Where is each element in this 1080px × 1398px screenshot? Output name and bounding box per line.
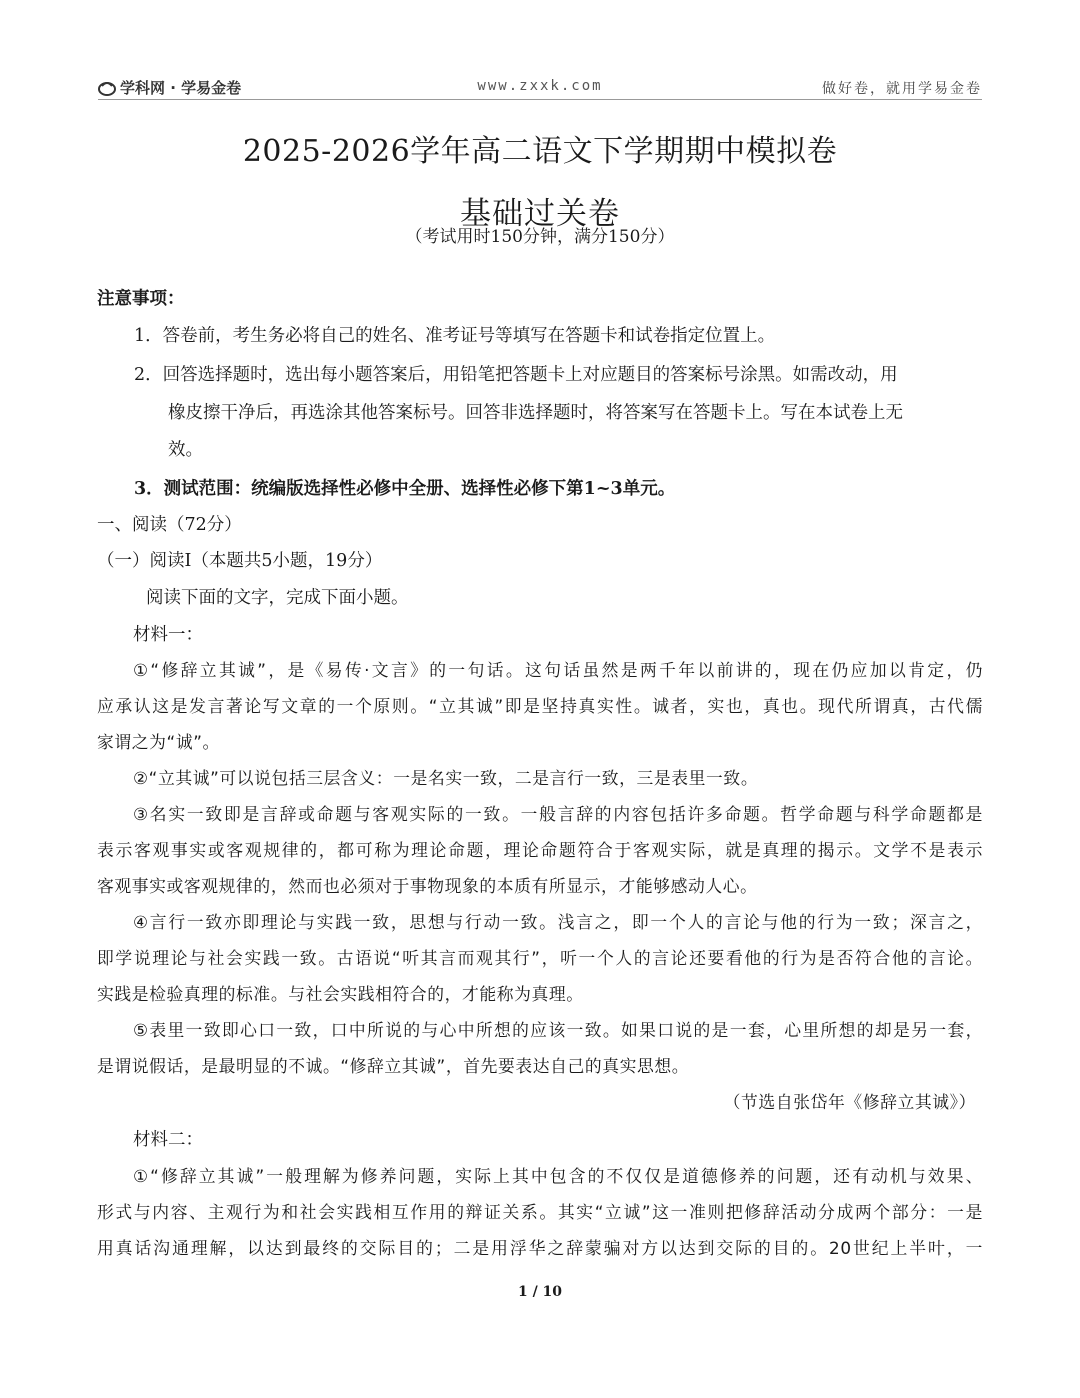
material-1-paragraph-4-line-3: 实践是检验真理的标准。与社会实践相符合的，才能称为真理。 — [97, 984, 584, 1004]
header-divider — [98, 99, 982, 100]
header-slogan: 做好卷，就用学易金卷 — [822, 81, 982, 97]
material-2-paragraph-1-line-3: 用真话沟通理解，以达到最终的交际目的；二是用浮华之辞蒙骗对方以达到交际的目的。20世纪上半叶，一 — [97, 1238, 983, 1258]
header-site-url: www.zxxk.com — [477, 78, 603, 94]
notice-item-1: 1．答卷前，考生务必将自己的姓名、准考证号等填写在答题卡和试卷指定位置上。 — [134, 326, 776, 346]
material-1-paragraph-3-line-2: 表示客观事实或客观规律的，都可称为理论命题，理论命题符合于客观实际，就是真理的揭示。文学不是表示 — [97, 840, 983, 860]
material-1-paragraph-1-line-3: 家谓之为“诚”。 — [97, 732, 220, 752]
notice-heading: 注意事项： — [97, 289, 185, 309]
material-1-paragraph-2: ②“立其诚”可以说包括三层含义：一是名实一致，二是言行一致，三是表里一致。 — [133, 768, 759, 788]
notice-item-2-line-3: 效。 — [168, 440, 203, 460]
material-2-label: 材料二： — [133, 1130, 203, 1150]
reading-instruction: 阅读下面的文字，完成下面小题。 — [146, 588, 409, 608]
notice-item-2-line-2: 橡皮擦干净后，再选涂其他答案标号。回答非选择题时，将答案写在答题卡上。写在本试卷上无 — [168, 403, 903, 423]
exam-title: 2025-2026学年高二语文下学期期中模拟卷 — [242, 134, 838, 169]
material-1-label: 材料一： — [133, 625, 203, 645]
page-number: 1 / 10 — [517, 1284, 563, 1300]
material-2-paragraph-1-line-2: 形式与内容、主观行为和社会实践相互作用的辩证关系。其实“立诚”这一准则把修辞活动分成两个部分：一是 — [97, 1202, 983, 1222]
material-1-paragraph-5-line-2: 是谓说假话，是最明显的不诚。“修辞立其诚”，首先要表达自己的真实思想。 — [97, 1056, 690, 1076]
notice-item-2-line-1: 2．回答选择题时，选出每小题答案后，用铅笔把答题卡上对应题目的答案标号涂黑。如需改动，用 — [134, 365, 898, 385]
notice-item-3: 3．测试范围：统编版选择性必修中全册、选择性必修下第1~3单元。 — [134, 479, 676, 499]
material-1-paragraph-4-line-2: 即学说理论与社会实践一致。古语说“听其言而观其行”，听一个人的言论还要看他的行为是否符合他的言论。 — [97, 948, 983, 968]
logo-text: 学科网 · 学易金卷 — [120, 79, 242, 97]
material-2-paragraph-1-line-1: ①“修辞立其诚”一般理解为修养问题，实际上其中包含的不仅仅是道德修养的问题，还有动机与效果、 — [133, 1166, 983, 1186]
material-1-paragraph-3-line-3: 客观事实或客观规律的，然而也必须对于事物现象的本质有所显示，才能够感动人心。 — [97, 876, 758, 896]
material-1-paragraph-4-line-1: ④言行一致亦即理论与实践一致，思想与行动一致。浅言之，即一个人的言论与他的行为一致；深言之， — [133, 912, 983, 932]
material-1-paragraph-5-line-1: ⑤表里一致即心口一致，口中所说的与心中所想的应该一致。如果口说的是一套，心里所想的却是另一套， — [133, 1020, 983, 1040]
material-1-paragraph-1-line-2: 应承认这是发言著论写文章的一个原则。“立其诚”即是坚持真实性。诚者，实也，真也。现代所谓真，古代儒 — [97, 696, 983, 716]
material-1-paragraph-1-line-1: ①“修辞立其诚”，是《易传·文言》的一句话。这句话虽然是两千年以前讲的，现在仍应加以肯定，仍 — [133, 660, 983, 680]
exam-info: （考试用时150分钟，满分150分） — [405, 227, 675, 247]
page-header — [98, 74, 982, 100]
section-reading-heading: 一、阅读（72分） — [97, 515, 242, 535]
exam-subtitle: 基础过关卷 — [460, 196, 620, 232]
section-reading-1-heading: （一）阅读Ⅰ（本题共5小题，19分） — [97, 551, 383, 571]
material-1-source: （节选自张岱年《修辞立其诚》） — [723, 1092, 976, 1112]
material-1-paragraph-3-line-1: ③名实一致即是言辞或命题与客观实际的一致。一般言辞的内容包括许多命题。哲学命题与科学命题都是 — [133, 804, 983, 824]
